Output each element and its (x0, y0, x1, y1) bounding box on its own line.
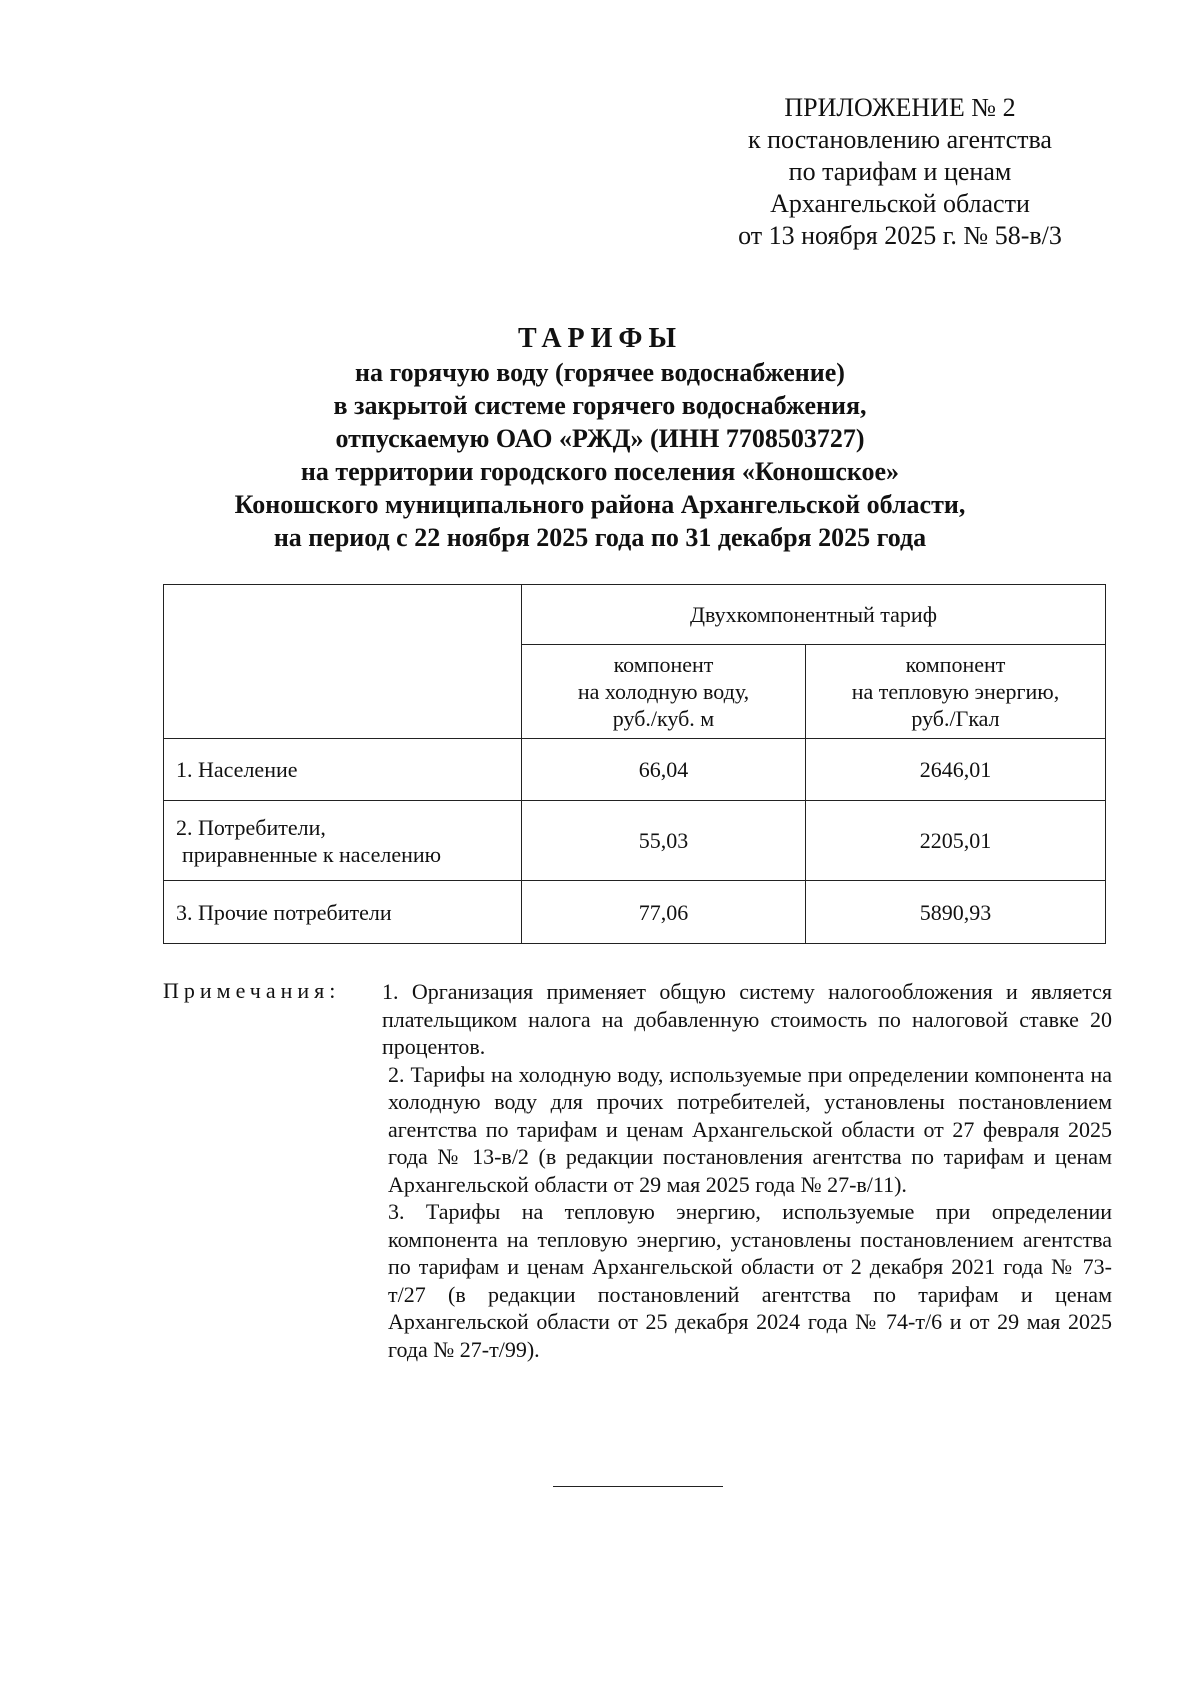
group-header-cell (522, 585, 1106, 645)
group-header-text: Двухкомпонентный тариф (690, 602, 937, 627)
cold-value: 77,06 (522, 881, 806, 944)
heat-value: 5890,93 (806, 881, 1106, 944)
closing-rule (553, 1486, 723, 1487)
header-empty-cell (164, 585, 522, 739)
note-item: 1. Организация применяет общую систему налогообложения и является плательщиком налога на добавленную стоимость по налоговой ставке 20 процентов. (382, 979, 1112, 1059)
title-line-2: в закрытой системе горячего водоснабжения, (333, 391, 867, 420)
note-item: 2. Тарифы на холодную воду, используемые при определении компонента на холодную воду для прочих потребителей, установлены постановлением агентства по тарифам и ценам Архангельской области от 27 февраля 2025 года № 13-в/2 (в редакции постановления агентства по тарифам и ценам Архангельской области от 29 мая 2025 года № 27-в/11). (388, 1061, 1112, 1197)
notes-label: Примечания: (163, 978, 341, 1003)
col-cold-header-line: руб./куб. м (612, 706, 715, 731)
col-cold-header (522, 645, 806, 739)
table-row (164, 739, 1106, 801)
table-header-row (164, 585, 1106, 645)
title-line-5: Коношского муниципального района Архангельской области, (234, 490, 966, 519)
col-heat-header-line: руб./Гкал (911, 706, 1000, 731)
row-label-text: 1. Население (176, 757, 298, 782)
title-line-4: на территории городского поселения «Коношское» (300, 457, 900, 486)
row-label (164, 739, 522, 801)
table-row (164, 881, 1106, 944)
annex-header (700, 92, 1100, 252)
title-main: ТАРИФЫ (518, 323, 682, 354)
table-row (164, 801, 1106, 881)
col-cold-header-line: на холодную воду, (577, 679, 750, 704)
col-cold-header-line: компонент (613, 652, 714, 677)
cold-value: 55,03 (522, 801, 806, 881)
title-line-3: отпускаемую ОАО «РЖД» (ИНН 7708503727) (335, 424, 865, 453)
row-label (164, 801, 522, 881)
annex-ref-line-3: Архангельской области (770, 189, 1030, 218)
tariff-table (163, 584, 1106, 944)
annex-ref-line-1: к постановлению агентства (748, 125, 1052, 154)
heat-value: 2205,01 (806, 801, 1106, 881)
col-heat-header-line: компонент (905, 652, 1006, 677)
col-heat-header (806, 645, 1106, 739)
title-line-1: на горячую воду (горячее водоснабжение) (355, 358, 845, 387)
heat-value: 2646,01 (806, 739, 1106, 801)
notes-list (382, 978, 1112, 1363)
row-label (164, 881, 522, 944)
cold-value: 66,04 (522, 739, 806, 801)
row-label-text: 3. Прочие потребители (176, 899, 392, 925)
annex-number: ПРИЛОЖЕНИЕ № 2 (784, 93, 1016, 122)
annex-ref-date: от 13 ноября 2025 г. № 58-в/3 (738, 221, 1062, 250)
title-line-6: на период с 22 ноября 2025 года по 31 декабря 2025 года (273, 523, 927, 552)
note-item: 3. Тарифы на тепловую энергию, используемые при определении компонента на тепловую энергию, установлены постановлением агентства по тарифам и ценам Архангельской области от 2 декабря 2021 года № 73-т/27 (в редакции постановлений агентства по тарифам и ценам Архангельской области от 25 декабря 2024 года № 74-т/6 и от 29 мая 2025 года № 27-т/99). (388, 1199, 1112, 1362)
row-label-text: 2. Потребители, (176, 814, 326, 840)
row-label-text: приравненные к населению (182, 841, 442, 867)
col-heat-header-line: на тепловую энергию, (851, 679, 1060, 704)
document-title (120, 322, 1080, 554)
annex-ref-line-2: по тарифам и ценам (788, 157, 1012, 186)
